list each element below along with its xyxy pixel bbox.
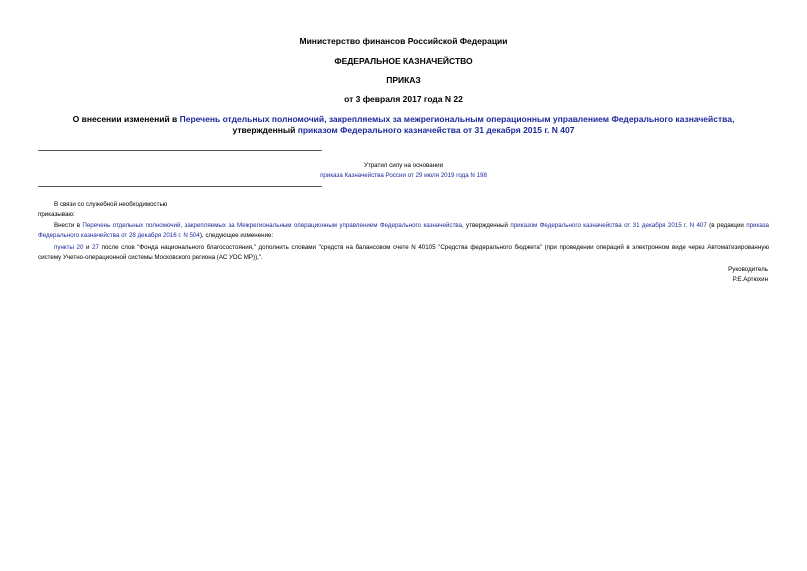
status-note-link[interactable]: приказа Казначейства России от 29 июля 2019 года N 198 xyxy=(320,172,487,179)
p2-link-item20[interactable]: пункты 20 xyxy=(54,244,84,251)
p2-text: после слов "Фонда национального благосостояния," дополнить словами "средств на балансовом счете N 40105 "Средства федерального бюджета" (при проведении операций в электронном виде через Автоматизированную систему Учетно-операционной системы Московского региона (АС УОС МР)),". xyxy=(38,244,769,261)
p1-link-edition[interactable]: приказа Федерального казначейства от 28 декабря 2016 г. N 504 xyxy=(38,222,769,239)
p1-text-b: , утвержденный xyxy=(461,222,511,229)
p1-text-a: Внести в xyxy=(54,222,83,229)
signature-role: Руководитель xyxy=(728,266,768,273)
doc-type-heading: ПРИКАЗ xyxy=(386,75,421,85)
body-paragraph-2 xyxy=(38,243,769,263)
body-order-word: приказываю: xyxy=(38,211,75,218)
title-prefix: О внесении изменений в xyxy=(72,114,180,124)
title-link-order[interactable]: приказом Федерального казначейства от 31 декабря 2015 г. N 407 xyxy=(297,125,575,135)
body-intro: В связи со служебной необходимостью xyxy=(54,201,168,208)
signature-name: Р.Е.Артюхин xyxy=(732,276,768,283)
date-number-heading: от 3 февраля 2017 года N 22 xyxy=(344,94,463,104)
agency-heading: ФЕДЕРАЛЬНОЕ КАЗНАЧЕЙСТВО xyxy=(334,56,473,66)
p1-text-d: ), следующее изменение: xyxy=(199,232,274,239)
body-paragraph-1 xyxy=(38,221,769,241)
title-middle: утвержденный xyxy=(232,125,298,135)
document-title xyxy=(0,114,807,136)
p2-and: и xyxy=(83,244,93,251)
divider-bottom xyxy=(38,186,322,187)
ministry-heading: Министерство финансов Российской Федерации xyxy=(299,36,508,46)
p2-link-item27[interactable]: 27 xyxy=(92,244,99,251)
p1-text-c: (в редакции xyxy=(706,222,747,229)
divider-top xyxy=(38,150,322,151)
status-note-line1: Утратил силу на основании xyxy=(363,162,444,169)
p1-link-list[interactable]: Перечень отдельных полномочий, закрепляемых за Межрегиональным операционным управлением Федерального казначейства xyxy=(82,222,462,229)
title-link-list[interactable]: Перечень отдельных полномочий, закрепляемых за межрегиональным операционным управлением Федерального казначейства, xyxy=(179,114,735,124)
p1-link-order[interactable]: приказом Федерального казначейства от 31 декабря 2015 г. N 407 xyxy=(510,222,707,229)
